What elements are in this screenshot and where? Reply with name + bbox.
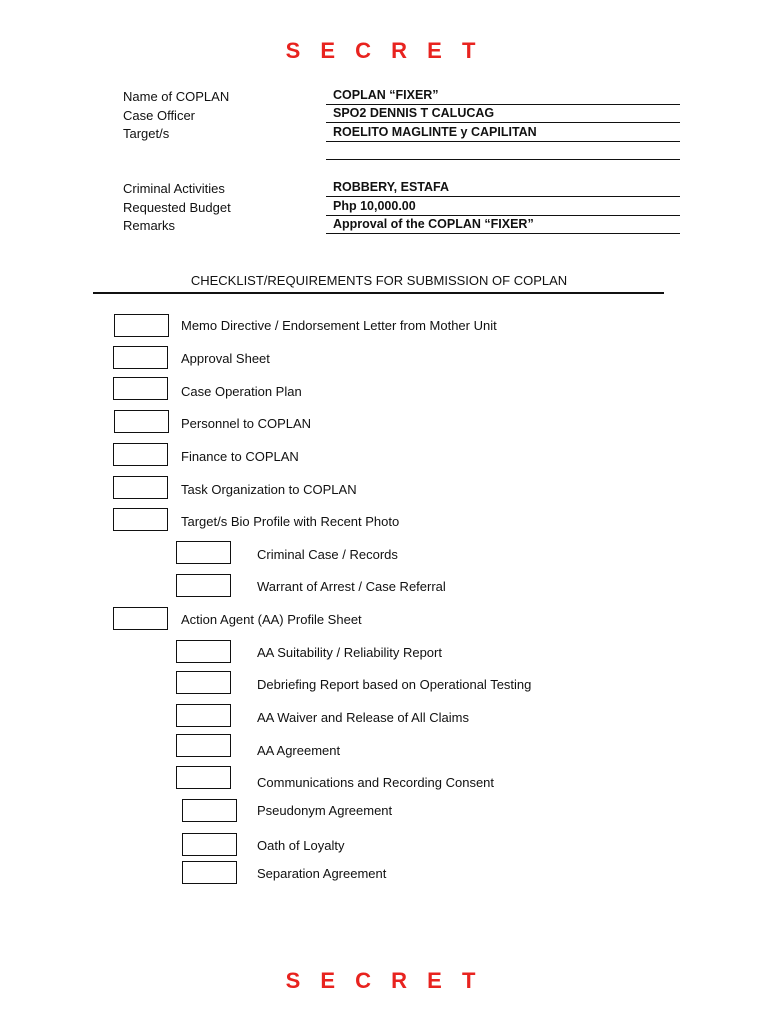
checkbox-criminal-case[interactable] [176,541,231,564]
item-label-separation-agreement: Separation Agreement [257,866,387,881]
checkbox-personnel[interactable] [114,410,169,433]
field-value-blank-line [326,143,680,160]
item-label-memo-directive: Memo Directive / Endorsement Letter from Mother Unit [181,318,497,333]
checkbox-aa-suitability[interactable] [176,640,231,663]
checkbox-communications-consent[interactable] [176,766,231,789]
checkbox-aa-waiver[interactable] [176,704,231,727]
checkbox-target-bio-profile[interactable] [113,508,168,531]
checkbox-separation-agreement[interactable] [182,861,237,884]
item-label-aa-agreement: AA Agreement [257,743,341,758]
item-label-criminal-case: Criminal Case / Records [257,547,398,562]
field-value-criminal-activities: ROBBERY, ESTAFA [326,180,680,197]
checkbox-case-operation-plan[interactable] [113,377,168,400]
item-label-case-operation-plan: Case Operation Plan [181,384,302,399]
item-label-aa-suitability: AA Suitability / Reliability Report [257,645,442,660]
item-label-debriefing-report: Debriefing Report based on Operational Testing [257,677,532,692]
field-value-requested-budget: Php 10,000.00 [326,199,680,216]
checkbox-approval-sheet[interactable] [113,346,168,369]
item-label-oath-of-loyalty: Oath of Loyalty [257,838,345,853]
item-label-pseudonym-agreement: Pseudonym Agreement [257,803,393,818]
item-label-finance: Finance to COPLAN [181,449,299,464]
checkbox-warrant-of-arrest[interactable] [176,574,231,597]
checkbox-oath-of-loyalty[interactable] [182,833,237,856]
classification-footer: S E C R E T [285,968,483,993]
item-label-communications-consent: Communications and Recording Consent [257,775,495,790]
checkbox-debriefing-report[interactable] [176,671,231,694]
field-label-targets: Target/s [123,126,170,141]
checkbox-finance[interactable] [113,443,168,466]
field-value-case-officer: SPO2 DENNIS T CALUCAG [326,106,680,123]
checkbox-memo-directive[interactable] [114,314,169,337]
checkbox-pseudonym-agreement[interactable] [182,799,237,822]
field-label-remarks: Remarks [123,218,176,233]
item-label-warrant-of-arrest: Warrant of Arrest / Case Referral [257,579,446,594]
item-label-aa-waiver: AA Waiver and Release of All Claims [257,710,469,725]
checklist-title: CHECKLIST/REQUIREMENTS FOR SUBMISSION OF COPLAN [190,273,568,288]
checklist-divider [93,292,664,294]
field-label-coplan-name: Name of COPLAN [123,89,230,104]
field-value-remarks: Approval of the COPLAN “FIXER” [326,217,680,234]
checkbox-action-agent-profile[interactable] [113,607,168,630]
checkbox-aa-agreement[interactable] [176,734,231,757]
field-label-case-officer: Case Officer [123,108,196,123]
item-label-personnel: Personnel to COPLAN [181,416,312,431]
field-value-targets: ROELITO MAGLINTE y CAPILITAN [326,125,680,142]
field-value-coplan-name: COPLAN “FIXER” [326,88,680,105]
classification-header: S E C R E T [285,38,483,63]
item-label-task-organization: Task Organization to COPLAN [181,482,357,497]
field-label-requested-budget: Requested Budget [123,200,231,215]
field-label-criminal-activities: Criminal Activities [123,181,225,196]
item-label-approval-sheet: Approval Sheet [181,351,270,366]
item-label-target-bio-profile: Target/s Bio Profile with Recent Photo [181,514,400,529]
checkbox-task-organization[interactable] [113,476,168,499]
item-label-action-agent-profile: Action Agent (AA) Profile Sheet [181,612,362,627]
